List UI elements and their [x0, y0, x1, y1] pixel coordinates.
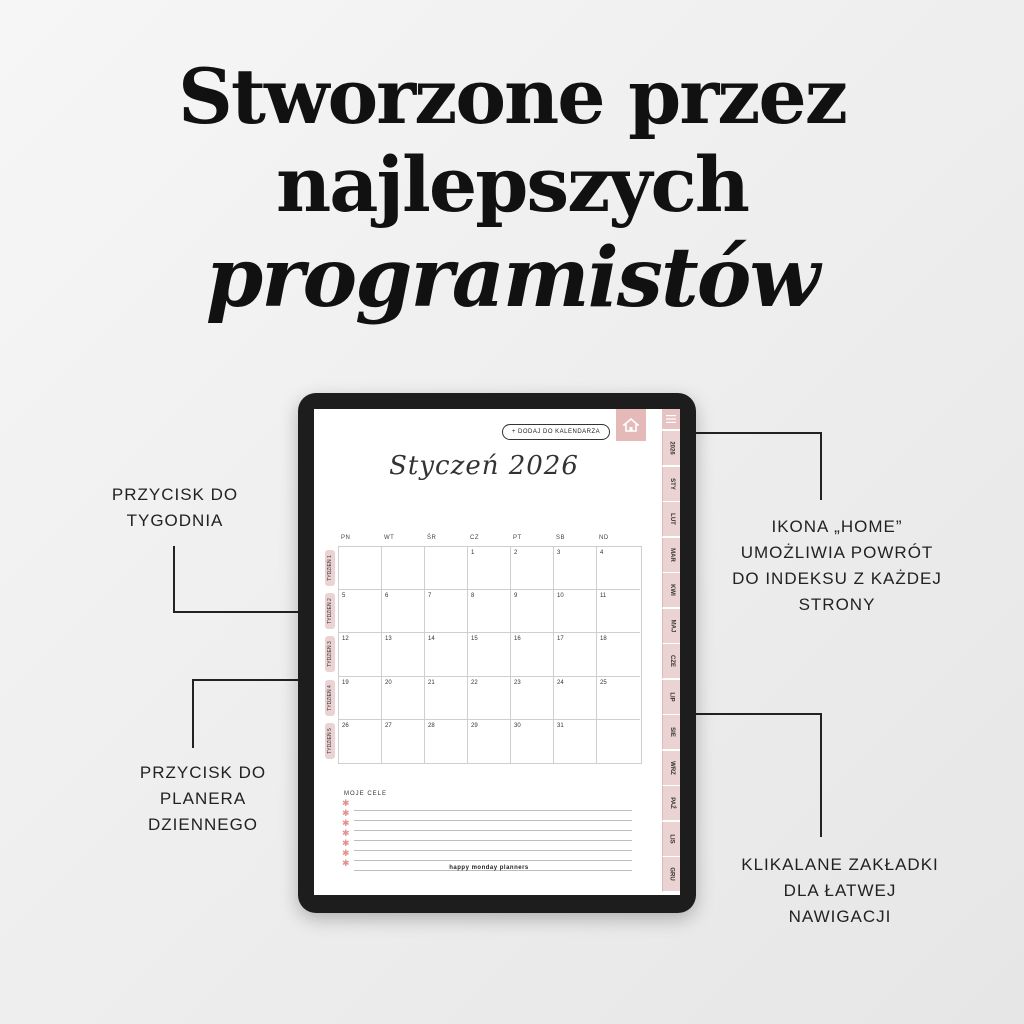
day-cell[interactable]: 29 — [468, 720, 511, 763]
callout-week-button — [90, 482, 260, 534]
day-cell[interactable] — [382, 547, 425, 590]
goals-label: MOJE CELE — [344, 791, 388, 797]
month-tab[interactable] — [662, 573, 680, 608]
day-cell[interactable]: 5 — [339, 590, 382, 633]
asterisk-icon: ✱ — [342, 818, 350, 828]
headline-line-2: najlepszych — [276, 140, 748, 229]
day-cell[interactable]: 3 — [554, 547, 597, 590]
month-tab[interactable] — [662, 502, 680, 537]
weekday-label: WT — [384, 535, 395, 541]
week-button-label: TYDZIEŃ 4 — [327, 684, 333, 711]
headline-line-3: programistów — [205, 230, 819, 326]
week-button[interactable] — [325, 550, 335, 586]
month-tab[interactable] — [662, 609, 680, 644]
weekday-label: ŚR — [427, 535, 437, 541]
week-button-label: TYDZIEŃ 2 — [327, 598, 333, 624]
callout-text: STRONY — [798, 595, 876, 614]
month-tab-label: KWI — [668, 584, 675, 596]
day-cell[interactable]: 10 — [554, 590, 597, 633]
day-cell[interactable]: 14 — [425, 633, 468, 676]
callout-text: KLIKALANE ZAKŁADKI — [741, 855, 939, 874]
week-button[interactable] — [325, 593, 335, 629]
asterisk-icon: ✱ — [342, 838, 350, 848]
weekday-label: CZ — [470, 535, 479, 541]
callout-text: DO INDEKSU Z KAŻDEJ — [732, 569, 942, 588]
callout-home-icon — [712, 514, 962, 618]
callout-text: UMOŻLIWIA POWRÓT — [740, 543, 934, 562]
day-cell[interactable] — [425, 547, 468, 590]
goal-line[interactable] — [342, 838, 632, 851]
goal-line[interactable] — [342, 808, 632, 821]
month-tab[interactable] — [662, 644, 680, 679]
month-tab-label: MAR — [668, 547, 675, 562]
month-tab-label: LUT — [668, 513, 675, 525]
day-cell[interactable]: 9 — [511, 590, 554, 633]
weekday-label: SB — [556, 535, 566, 541]
goal-line[interactable] — [342, 848, 632, 861]
week-button[interactable] — [325, 723, 335, 759]
callout-daily-button — [98, 760, 308, 838]
asterisk-icon: ✱ — [342, 858, 350, 868]
asterisk-icon: ✱ — [342, 798, 350, 808]
week-button-label: TYDZIEŃ 5 — [327, 728, 333, 754]
month-tab[interactable] — [662, 680, 680, 715]
month-tab-label: GRU — [669, 867, 675, 881]
connector-line — [820, 713, 822, 837]
day-cell[interactable]: 21 — [425, 677, 468, 720]
month-tab-label: PAŹ — [669, 797, 675, 809]
menu-button[interactable] — [662, 409, 680, 429]
weekday-label: ND — [599, 535, 609, 541]
month-tab-label: SIE — [668, 727, 675, 737]
day-cell[interactable]: 26 — [339, 720, 382, 763]
goal-line[interactable] — [342, 828, 632, 841]
month-tab[interactable] — [662, 538, 680, 573]
day-cell[interactable]: 8 — [468, 590, 511, 633]
day-cell[interactable]: 31 — [554, 720, 597, 763]
month-tab[interactable] — [662, 467, 680, 502]
add-to-calendar-button[interactable]: + DODAJ DO KALENDARZA — [502, 424, 610, 440]
month-tab[interactable] — [662, 786, 680, 821]
day-cell[interactable]: 28 — [425, 720, 468, 763]
calendar-grid — [338, 546, 642, 764]
day-cell[interactable] — [597, 720, 640, 763]
month-tab-label: WRZ — [668, 760, 675, 775]
day-cell[interactable]: 24 — [554, 677, 597, 720]
menu-icon — [666, 415, 676, 423]
month-tab-label: LIP — [669, 691, 675, 702]
day-cell[interactable]: 11 — [597, 590, 640, 633]
month-tab-label: CZE — [669, 655, 675, 667]
day-cell[interactable] — [339, 547, 382, 590]
day-cell[interactable]: 13 — [382, 633, 425, 676]
day-cell[interactable]: 22 — [468, 677, 511, 720]
month-tab[interactable] — [662, 822, 680, 857]
month-tab[interactable] — [662, 431, 680, 466]
month-tabs — [662, 409, 680, 895]
month-tab[interactable] — [662, 857, 680, 892]
month-title: Styczeń 2026 — [389, 451, 579, 481]
asterisk-icon: ✱ — [342, 808, 350, 818]
weekday-label: PN — [341, 535, 351, 541]
callout-text: DZIENNEGO — [147, 815, 259, 834]
callout-text: IKONA „HOME” — [771, 517, 903, 536]
asterisk-icon: ✱ — [342, 848, 350, 858]
month-tab-label: MAJ — [668, 619, 675, 632]
weekday-label: PT — [513, 535, 522, 541]
connector-line — [192, 680, 194, 748]
day-cell[interactable]: 30 — [511, 720, 554, 763]
month-tab[interactable] — [662, 751, 680, 786]
home-icon — [623, 418, 639, 432]
asterisk-icon: ✱ — [342, 828, 350, 838]
day-cell[interactable]: 27 — [382, 720, 425, 763]
headline-line-1: Stworzone przez — [178, 52, 846, 141]
callout-text: PRZYCISK DO — [111, 485, 239, 504]
month-tab-label: 2026 — [668, 441, 675, 455]
brand-logo: happy monday planners — [449, 865, 529, 871]
day-cell[interactable]: 6 — [382, 590, 425, 633]
callout-text: NAWIGACJI — [788, 907, 892, 926]
day-cell[interactable]: 4 — [597, 547, 640, 590]
day-cell[interactable]: 2 — [511, 547, 554, 590]
week-button[interactable] — [325, 680, 335, 716]
week-button[interactable] — [325, 636, 335, 672]
day-cell[interactable]: 20 — [382, 677, 425, 720]
planner-screen — [314, 409, 680, 895]
callout-text: TYGODNIA — [126, 511, 224, 530]
goal-line[interactable] — [342, 818, 632, 831]
day-cell[interactable]: 16 — [511, 633, 554, 676]
day-cell[interactable]: 7 — [425, 590, 468, 633]
month-tab[interactable] — [662, 715, 680, 750]
day-cell[interactable]: 23 — [511, 677, 554, 720]
connector-line — [820, 432, 822, 500]
day-cell[interactable]: 15 — [468, 633, 511, 676]
day-cell[interactable]: 1 — [468, 547, 511, 590]
week-button-label: TYDZIEŃ 1 — [327, 555, 333, 581]
month-tab-label: STY — [668, 477, 675, 490]
day-cell[interactable]: 25 — [597, 677, 640, 720]
month-tab-label: LIS — [669, 833, 675, 844]
day-cell[interactable]: 18 — [597, 633, 640, 676]
home-button[interactable] — [616, 409, 646, 441]
day-cell[interactable]: 12 — [339, 633, 382, 676]
callout-text: PRZYCISK DO — [139, 763, 267, 782]
tablet-frame — [298, 393, 696, 913]
day-cell[interactable]: 19 — [339, 677, 382, 720]
goal-line[interactable] — [342, 798, 632, 811]
callout-text: DLA ŁATWEJ — [783, 881, 897, 900]
connector-line — [173, 546, 175, 612]
callout-tabs — [715, 852, 965, 930]
day-cell[interactable]: 17 — [554, 633, 597, 676]
callout-text: PLANERA — [159, 789, 247, 808]
week-button-label: TYDZIEŃ 3 — [327, 641, 333, 668]
